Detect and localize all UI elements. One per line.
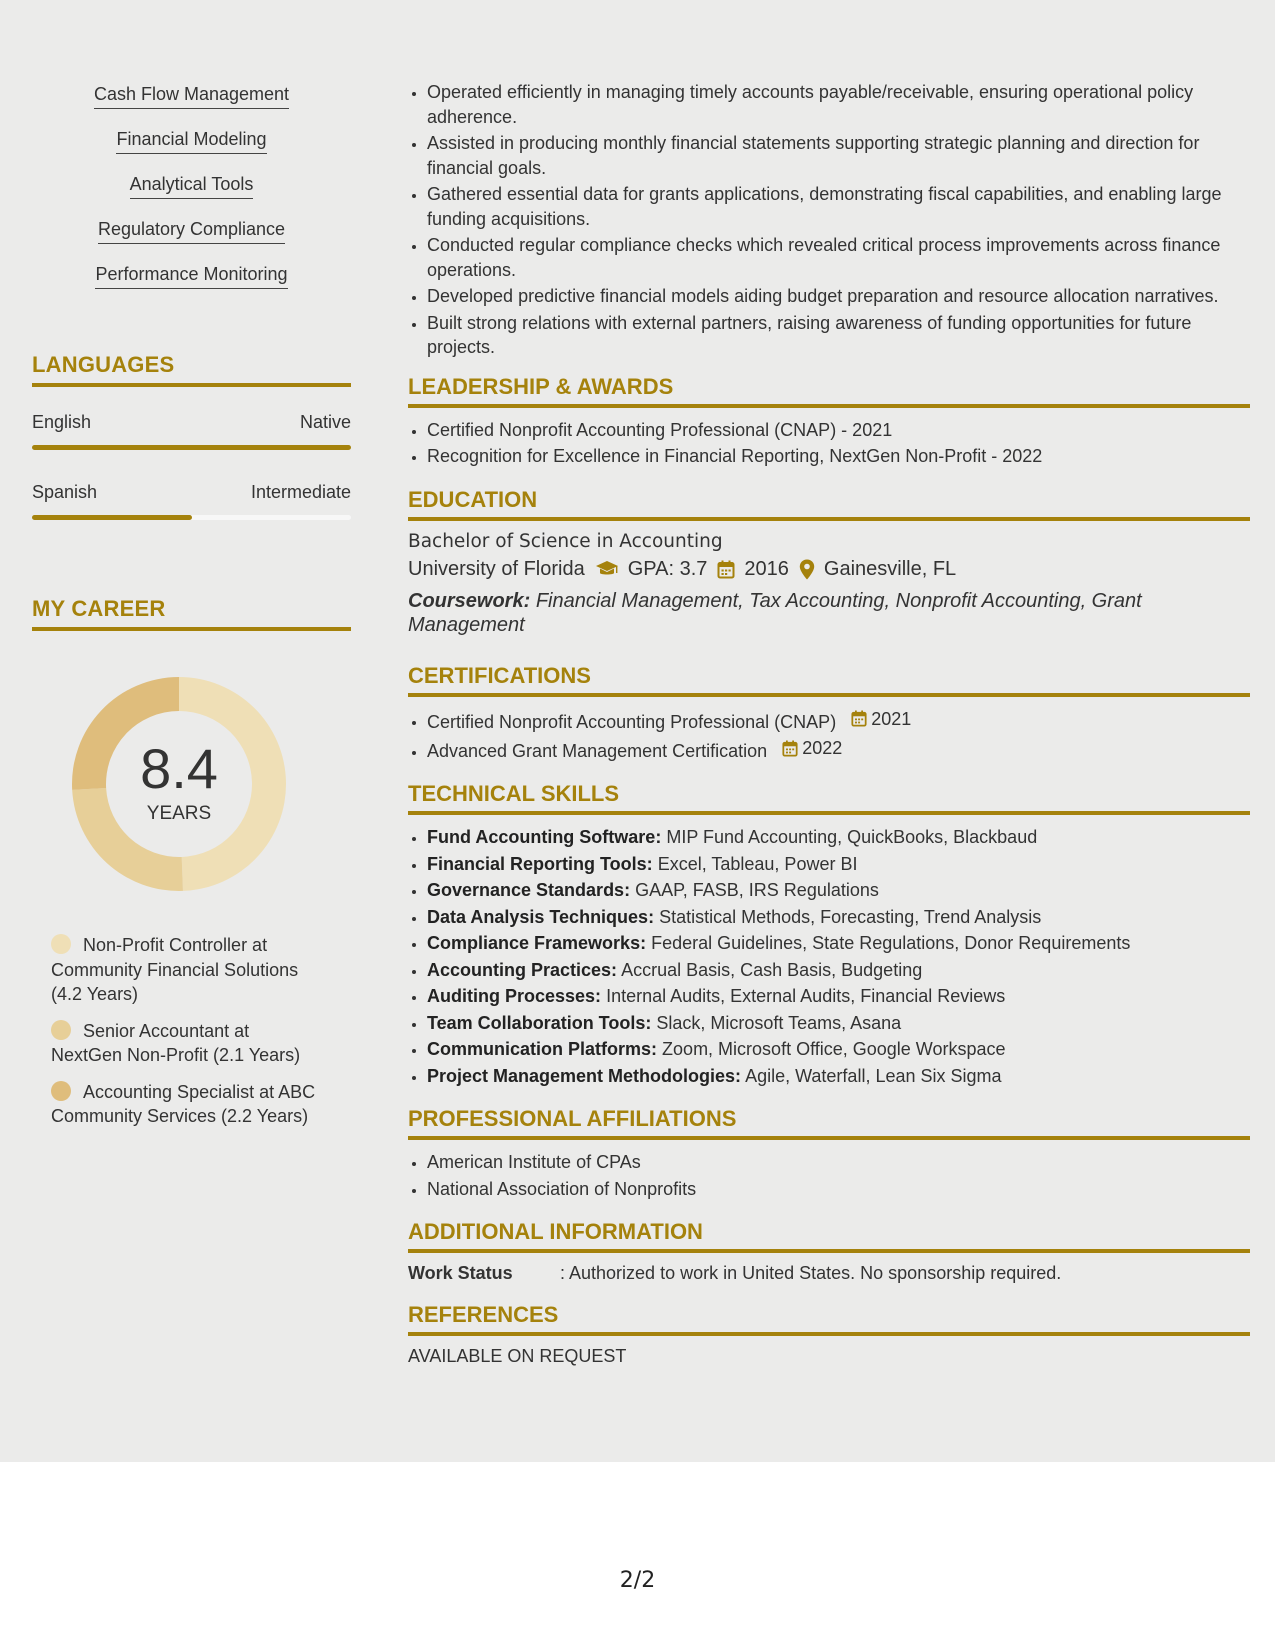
certifications-heading: CERTIFICATIONS — [408, 663, 1250, 697]
work-status-value: : Authorized to work in United States. No sponsorship required. — [560, 1263, 1062, 1283]
gpa-value: GPA: 3.7 — [627, 557, 708, 580]
technical-skill-item — [427, 931, 1250, 956]
skill-values: Internal Audits, External Audits, Financial Reviews — [606, 986, 1006, 1006]
references-heading: REFERENCES — [408, 1302, 1250, 1336]
technical-skill-item — [427, 1011, 1250, 1036]
skill-category: Accounting Practices: — [427, 959, 618, 980]
experience-bullets — [408, 80, 1250, 360]
technical-skill-item — [427, 958, 1250, 983]
calendar-icon — [717, 560, 735, 579]
right-column — [408, 80, 1250, 1367]
skill-label: Cash Flow Management — [94, 84, 289, 109]
career-heading: MY CAREER — [32, 596, 351, 631]
additional-info-heading: ADDITIONAL INFORMATION — [408, 1219, 1250, 1253]
school-location: Gainesville, FL — [823, 557, 957, 580]
experience-bullet: • Conducted regular compliance checks which revealed critical process improvements across finance operations. — [427, 233, 1250, 282]
certifications-list — [408, 707, 1250, 764]
affiliations-heading: PROFESSIONAL AFFILIATIONS — [408, 1106, 1250, 1140]
experience-bullet: • Assisted in producing monthly financial statements supporting strategic planning and direction for financial goals. — [427, 131, 1250, 180]
skill-values: Accrual Basis, Cash Basis, Budgeting — [621, 959, 923, 980]
skill-label: Performance Monitoring — [95, 264, 287, 289]
certification-date — [851, 707, 911, 732]
graduation-cap-icon — [595, 560, 619, 578]
degree-title: Bachelor of Science in Accounting — [408, 530, 723, 552]
skill-values: Federal Guidelines, State Regulations, Donor Requirements — [651, 933, 1131, 953]
skill-label: Analytical Tools — [130, 174, 254, 199]
affiliation-item: • National Association of Nonprofits — [427, 1177, 1250, 1202]
donut-center — [66, 671, 292, 897]
language-bar-track — [32, 445, 351, 450]
skill-category: Financial Reporting Tools: — [427, 853, 653, 874]
experience-bullet: • Developed predictive financial models aiding budget preparation and resource allocation narratives. — [427, 284, 1250, 309]
skill-values: Agile, Waterfall, Lean Six Sigma — [745, 1065, 1002, 1086]
skill-label: Financial Modeling — [116, 129, 266, 154]
skill-values: Slack, Microsoft Teams, Asana — [656, 1012, 902, 1033]
technical-skill-item — [427, 1064, 1250, 1089]
award-item: • Certified Nonprofit Accounting Professional (CNAP) - 2021 — [427, 418, 1250, 443]
skill-item — [32, 174, 351, 219]
skill-category: Project Management Methodologies: — [427, 1065, 742, 1086]
language-level: Intermediate — [250, 482, 351, 502]
language-bar-fill — [32, 515, 192, 520]
technical-skill-item — [427, 905, 1250, 930]
technical-skills-heading: TECHNICAL SKILLS — [408, 781, 1250, 815]
technical-skill-item — [427, 878, 1250, 903]
skill-category: Compliance Frameworks: — [427, 933, 647, 953]
affiliation-item: • American Institute of CPAs — [427, 1150, 1250, 1175]
career-donut-chart — [66, 671, 292, 897]
technical-skill-item — [427, 852, 1250, 877]
career-legend-text: Non-Profit Controller at Community Financial Solutions (4.2 Years) — [51, 935, 299, 1004]
coursework-label: Coursework: — [408, 589, 531, 612]
certification-year: 2021 — [871, 708, 912, 729]
coursework-list: Financial Management, Tax Accounting, Nonprofit Accounting, Grant Management — [408, 589, 1142, 636]
technical-skill-item — [427, 825, 1250, 850]
skill-category: Team Collaboration Tools: — [427, 1012, 652, 1033]
affiliations-list — [408, 1150, 1250, 1201]
certification-item — [427, 707, 1250, 734]
technical-skill-item — [427, 1037, 1250, 1062]
career-total-unit: YEARS — [146, 803, 212, 824]
legend-dot-icon — [51, 1081, 71, 1101]
experience-bullet: • Gathered essential data for grants applications, demonstrating fiscal capabilities, and enabling large funding acquisitions. — [427, 182, 1250, 231]
experience-bullet: • Built strong relations with external partners, raising awareness of funding opportunities for future projects. — [427, 311, 1250, 360]
school-name: University of Florida — [408, 557, 585, 580]
technical-skills-list — [408, 825, 1250, 1088]
calendar-icon — [782, 740, 798, 757]
page-number: 2/2 — [619, 1568, 656, 1593]
map-marker-icon — [799, 559, 815, 580]
language-name: Spanish — [32, 482, 98, 502]
skill-values: GAAP, FASB, IRS Regulations — [635, 880, 879, 900]
career-legend-text: Accounting Specialist at ABC Community Services (2.2 Years) — [51, 1081, 316, 1126]
skill-category: Communication Platforms: — [427, 1039, 658, 1059]
language-spanish — [32, 482, 351, 520]
language-bar-track — [32, 515, 351, 520]
language-name: English — [32, 412, 92, 432]
references-text: AVAILABLE ON REQUEST — [408, 1346, 627, 1366]
career-total-years: 8.4 — [140, 737, 218, 800]
skill-item — [32, 84, 351, 129]
skills-list — [32, 84, 351, 309]
technical-skill-item — [427, 984, 1250, 1009]
skill-category: Fund Accounting Software: — [427, 827, 662, 847]
work-status-row — [408, 1263, 1250, 1284]
skill-category: Auditing Processes: — [427, 986, 602, 1006]
skill-item — [32, 264, 351, 309]
experience-bullet: • Operated efficiently in managing timely accounts payable/receivable, ensuring operational policy adherence. — [427, 80, 1250, 129]
skill-values: MIP Fund Accounting, QuickBooks, Blackbaud — [666, 827, 1038, 847]
certification-date — [782, 736, 842, 761]
coursework — [408, 589, 1250, 637]
language-english — [32, 412, 351, 450]
career-legend — [51, 933, 321, 1129]
language-bar-fill — [32, 445, 351, 450]
language-row — [32, 412, 351, 433]
legend-dot-icon — [51, 934, 71, 954]
awards-list — [408, 418, 1250, 469]
certification-item — [427, 736, 1250, 763]
award-item: • Recognition for Excellence in Financial Reporting, NextGen Non-Profit - 2022 — [427, 444, 1250, 469]
graduation-year: 2016 — [744, 557, 789, 580]
skill-values: Statistical Methods, Forecasting, Trend Analysis — [659, 906, 1042, 927]
certification-name: Certified Nonprofit Accounting Professional (CNAP) — [427, 711, 837, 732]
language-level: Native — [299, 412, 351, 432]
career-legend-item — [51, 1019, 321, 1068]
certification-name: Advanced Grant Management Certification — [427, 740, 768, 761]
skill-values: Zoom, Microsoft Office, Google Workspace — [662, 1039, 1006, 1059]
certification-year: 2022 — [802, 737, 843, 758]
career-legend-text: Senior Accountant at NextGen Non-Profit (2.1 Years) — [51, 1020, 301, 1065]
awards-heading: LEADERSHIP & AWARDS — [408, 374, 1250, 408]
education-heading: EDUCATION — [408, 487, 1250, 521]
career-legend-item — [51, 933, 321, 1007]
education-details — [408, 558, 1250, 581]
left-column — [32, 84, 351, 1141]
language-row — [32, 482, 351, 503]
skill-item — [32, 219, 351, 264]
skill-item — [32, 129, 351, 174]
languages-heading: LANGUAGES — [32, 352, 351, 387]
skill-values: Excel, Tableau, Power BI — [657, 853, 858, 874]
legend-dot-icon — [51, 1020, 71, 1040]
work-status-label: Work Status — [408, 1263, 513, 1283]
skill-label: Regulatory Compliance — [98, 219, 285, 244]
skill-category: Data Analysis Techniques: — [427, 906, 655, 927]
skill-category: Governance Standards: — [427, 880, 631, 900]
calendar-icon — [851, 710, 867, 727]
career-legend-item — [51, 1080, 321, 1129]
